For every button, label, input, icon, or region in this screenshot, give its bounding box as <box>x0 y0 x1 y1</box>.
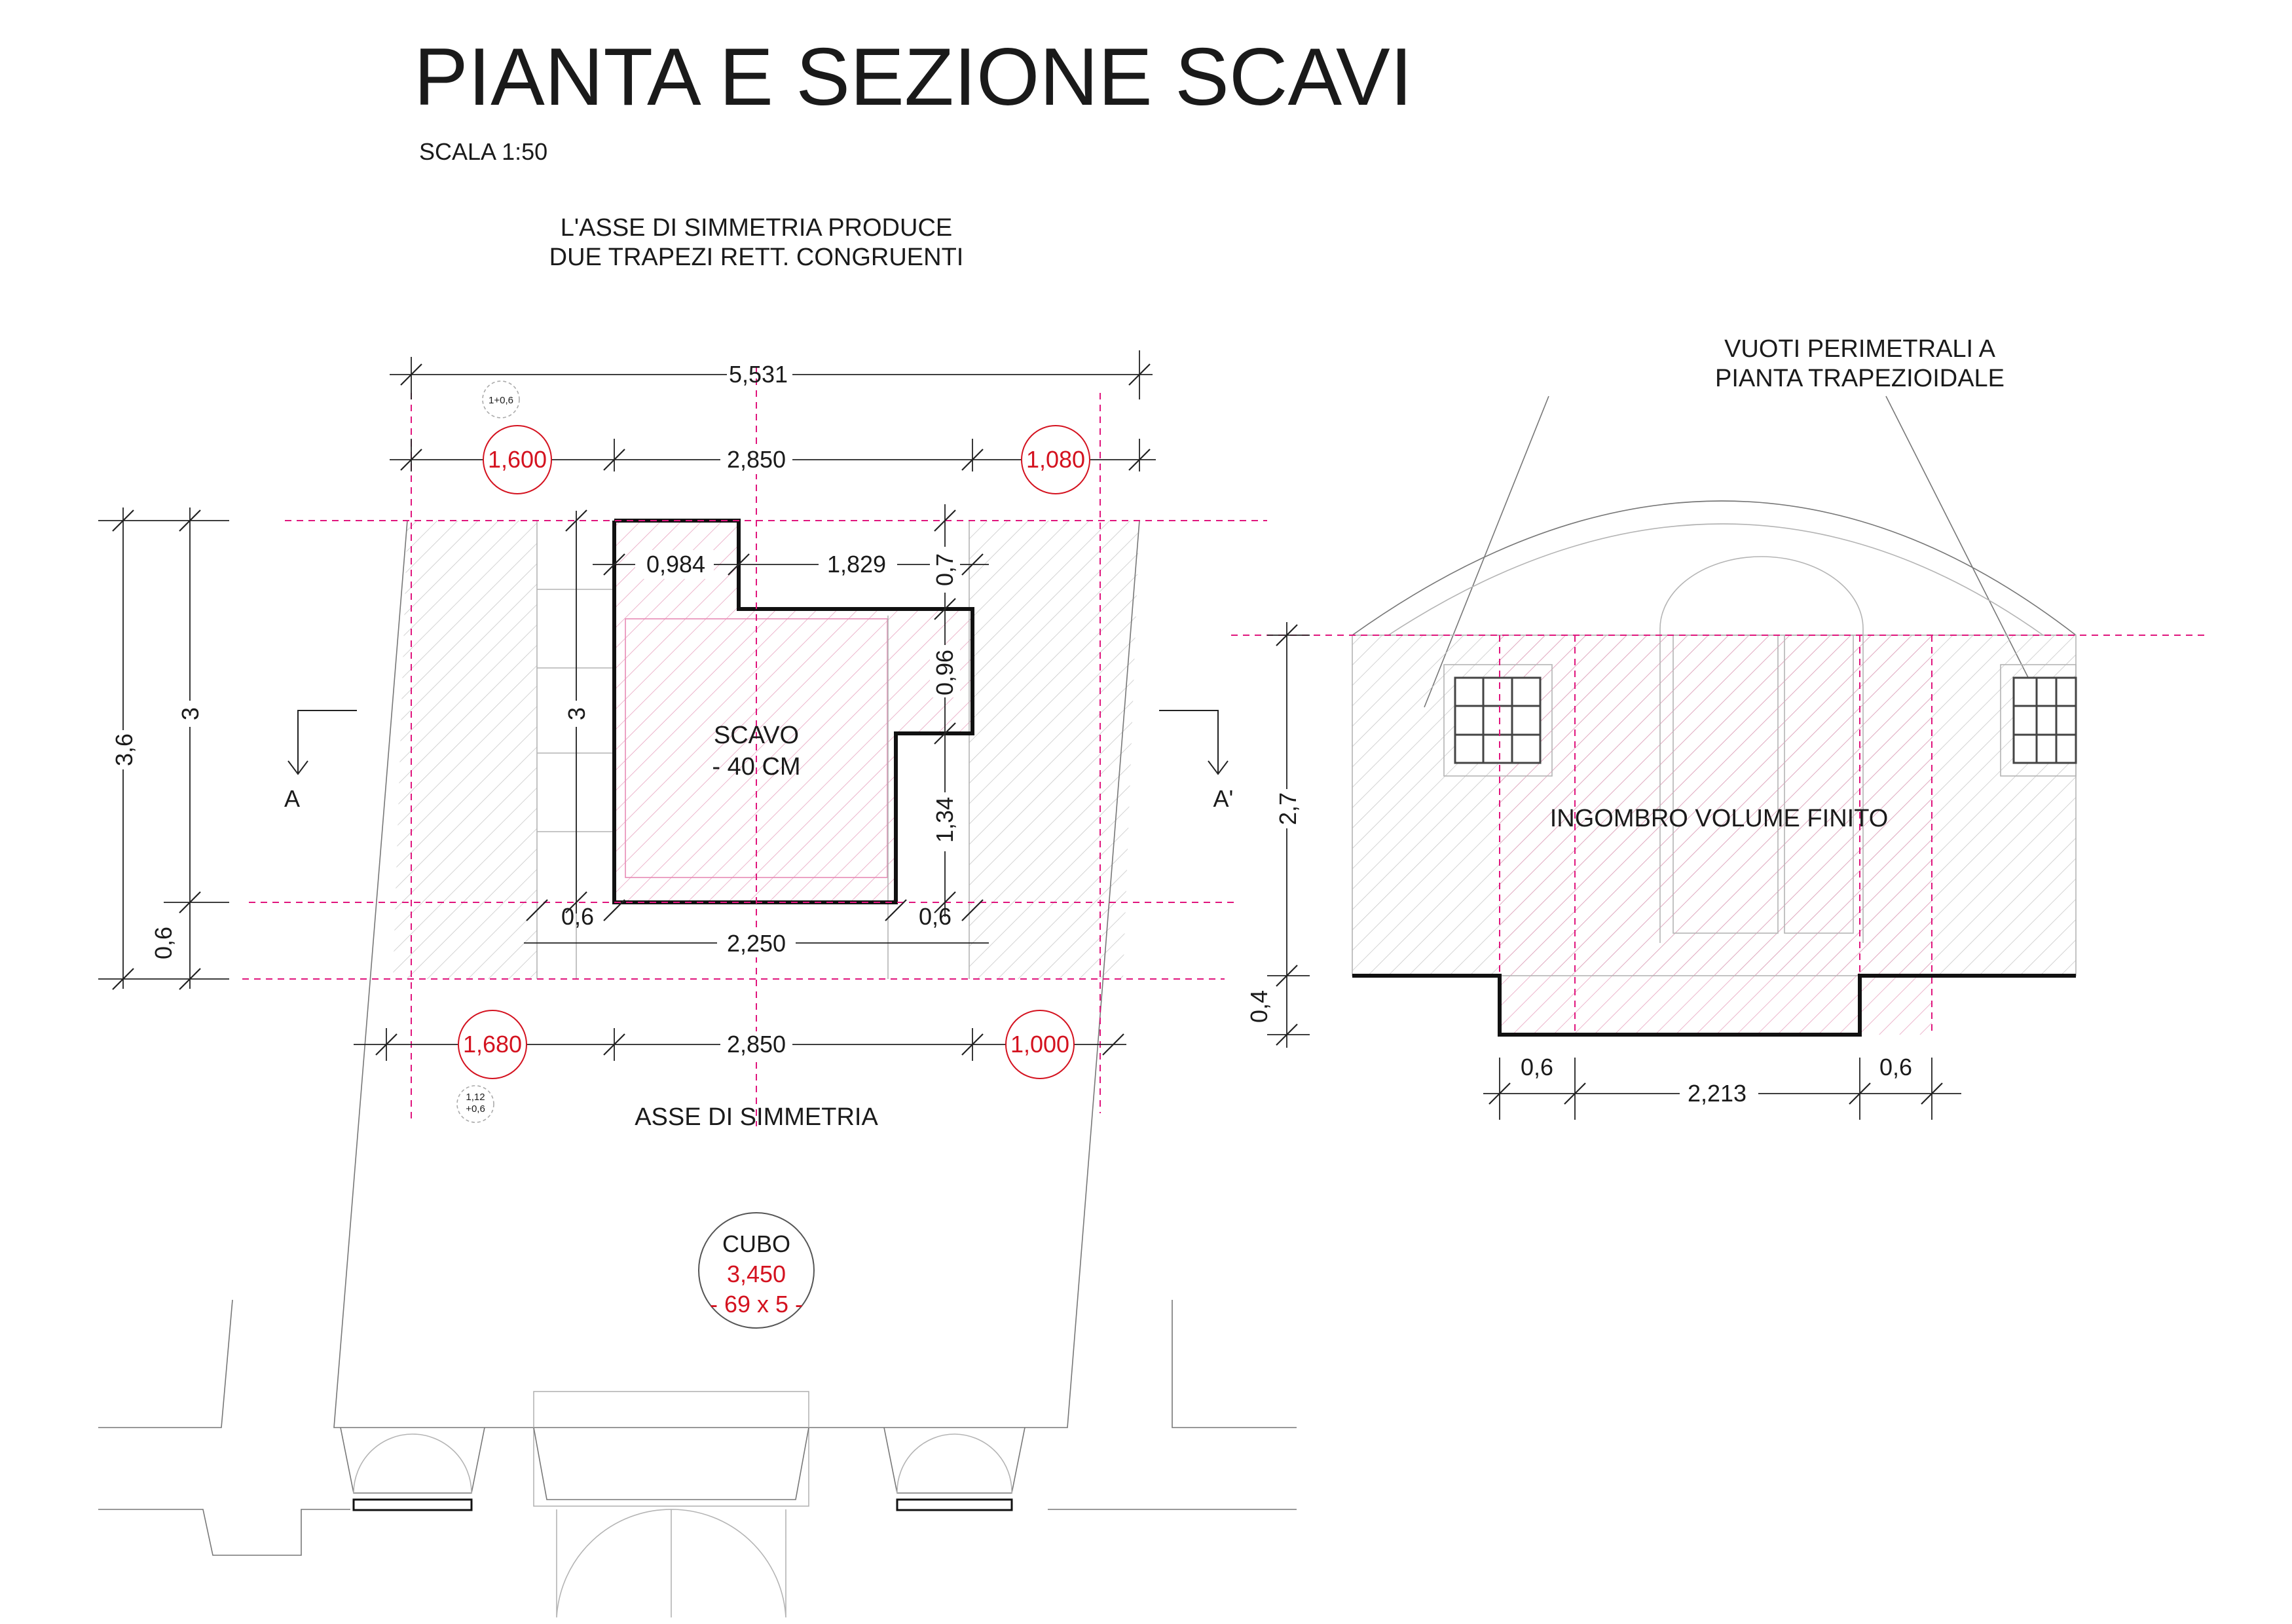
dim-left-total: 3,6 <box>111 733 138 767</box>
dim-v-134: 1,34 <box>931 796 958 843</box>
cube-value: 3,450 <box>726 1261 786 1287</box>
scale-label: SCALA 1:50 <box>419 138 548 165</box>
left-void-hatch <box>393 521 537 979</box>
scavo-label: SCAVO <box>713 722 800 749</box>
section-label-a: A <box>284 785 301 812</box>
section-marker-a <box>288 710 357 774</box>
dim-inner-right: 1,829 <box>826 551 887 578</box>
entrance-doors <box>557 1509 786 1617</box>
symmetry-note-line1: L'ASSE DI SIMMETRIA PRODUCE <box>560 214 953 242</box>
dim-left-06: 0,6 <box>150 926 177 960</box>
voids-note-line1: VUOTI PERIMETRALI A <box>1724 335 1995 363</box>
dim-bottom-mid: 2,850 <box>726 1031 786 1058</box>
dim-v-096: 0,96 <box>931 649 958 696</box>
dim-section-vertical <box>1267 622 1310 1048</box>
dim-inner-left: 0,984 <box>646 551 706 578</box>
dim-section-depth: 0,4 <box>1246 989 1272 1024</box>
section-drawing <box>1231 335 2207 1120</box>
door-frame-left <box>341 1428 485 1493</box>
dim-section-right: 0,6 <box>1879 1054 1913 1080</box>
dim-bottom-right: 1,000 <box>1010 1031 1070 1058</box>
dim-bottom-06-right: 0,6 <box>918 903 952 930</box>
symmetry-axis-label: ASSE DI SIMMETRIA <box>635 1103 878 1131</box>
door-swing-left <box>354 1434 471 1493</box>
entrance-frame <box>534 1428 809 1500</box>
ghost-top-label: 1+0,6 <box>489 395 513 406</box>
dim-top-mid: 2,850 <box>726 446 786 473</box>
dim-top-left: 1,600 <box>487 446 547 473</box>
dim-section-left: 0,6 <box>1520 1054 1554 1080</box>
volume-label: INGOMBRO VOLUME FINITO <box>1549 805 1889 832</box>
dim-total-width-label: 5,531 <box>728 361 788 388</box>
ghost-bottom-line1: 1,12 <box>466 1092 485 1103</box>
side-window-left-frame <box>1455 678 1540 763</box>
dim-top-right: 1,080 <box>1026 446 1086 473</box>
site-wall-right <box>1172 1300 1297 1428</box>
cube-formula: - 69 x 5 - <box>709 1291 804 1318</box>
section-label-a-prime: A' <box>1213 785 1234 812</box>
door-swing-right <box>897 1434 1012 1493</box>
voids-note-line2: PIANTA TRAPEZIOIDALE <box>1714 365 2005 392</box>
site-wall-bottom <box>98 1509 350 1555</box>
plan-drawing <box>98 350 1297 1617</box>
site-wall-left <box>98 1300 232 1428</box>
dim-bottom-mid-small: 2,250 <box>726 930 786 957</box>
page-title: PIANTA E SEZIONE SCAVI <box>414 32 1413 122</box>
dim-bottom-left: 1,680 <box>462 1031 523 1058</box>
cube-label: CUBO <box>722 1230 791 1257</box>
threshold-right <box>897 1500 1012 1510</box>
ghost-bottom-line2: +0,6 <box>466 1103 485 1115</box>
dim-section-height: 2,7 <box>1274 792 1301 826</box>
symmetry-note-line2: DUE TRAPEZI RETT. CONGRUENTI <box>549 244 964 271</box>
door-frame-right <box>884 1428 1025 1493</box>
dim-section-mid: 2,213 <box>1687 1080 1747 1107</box>
vault-arc-inner <box>1388 524 2043 635</box>
dim-inner-height-label: 3 <box>563 707 590 721</box>
dim-left-3: 3 <box>177 707 204 721</box>
dim-v-07: 0,7 <box>931 553 958 587</box>
dim-bottom-06-left: 0,6 <box>561 903 595 930</box>
scavo-depth: - 40 CM <box>712 753 801 781</box>
entrance-step <box>534 1392 809 1506</box>
side-window-right-frame <box>2014 678 2076 763</box>
section-marker-a-prime <box>1159 710 1228 774</box>
threshold-left <box>354 1500 471 1510</box>
right-void-hatch <box>969 521 1139 979</box>
